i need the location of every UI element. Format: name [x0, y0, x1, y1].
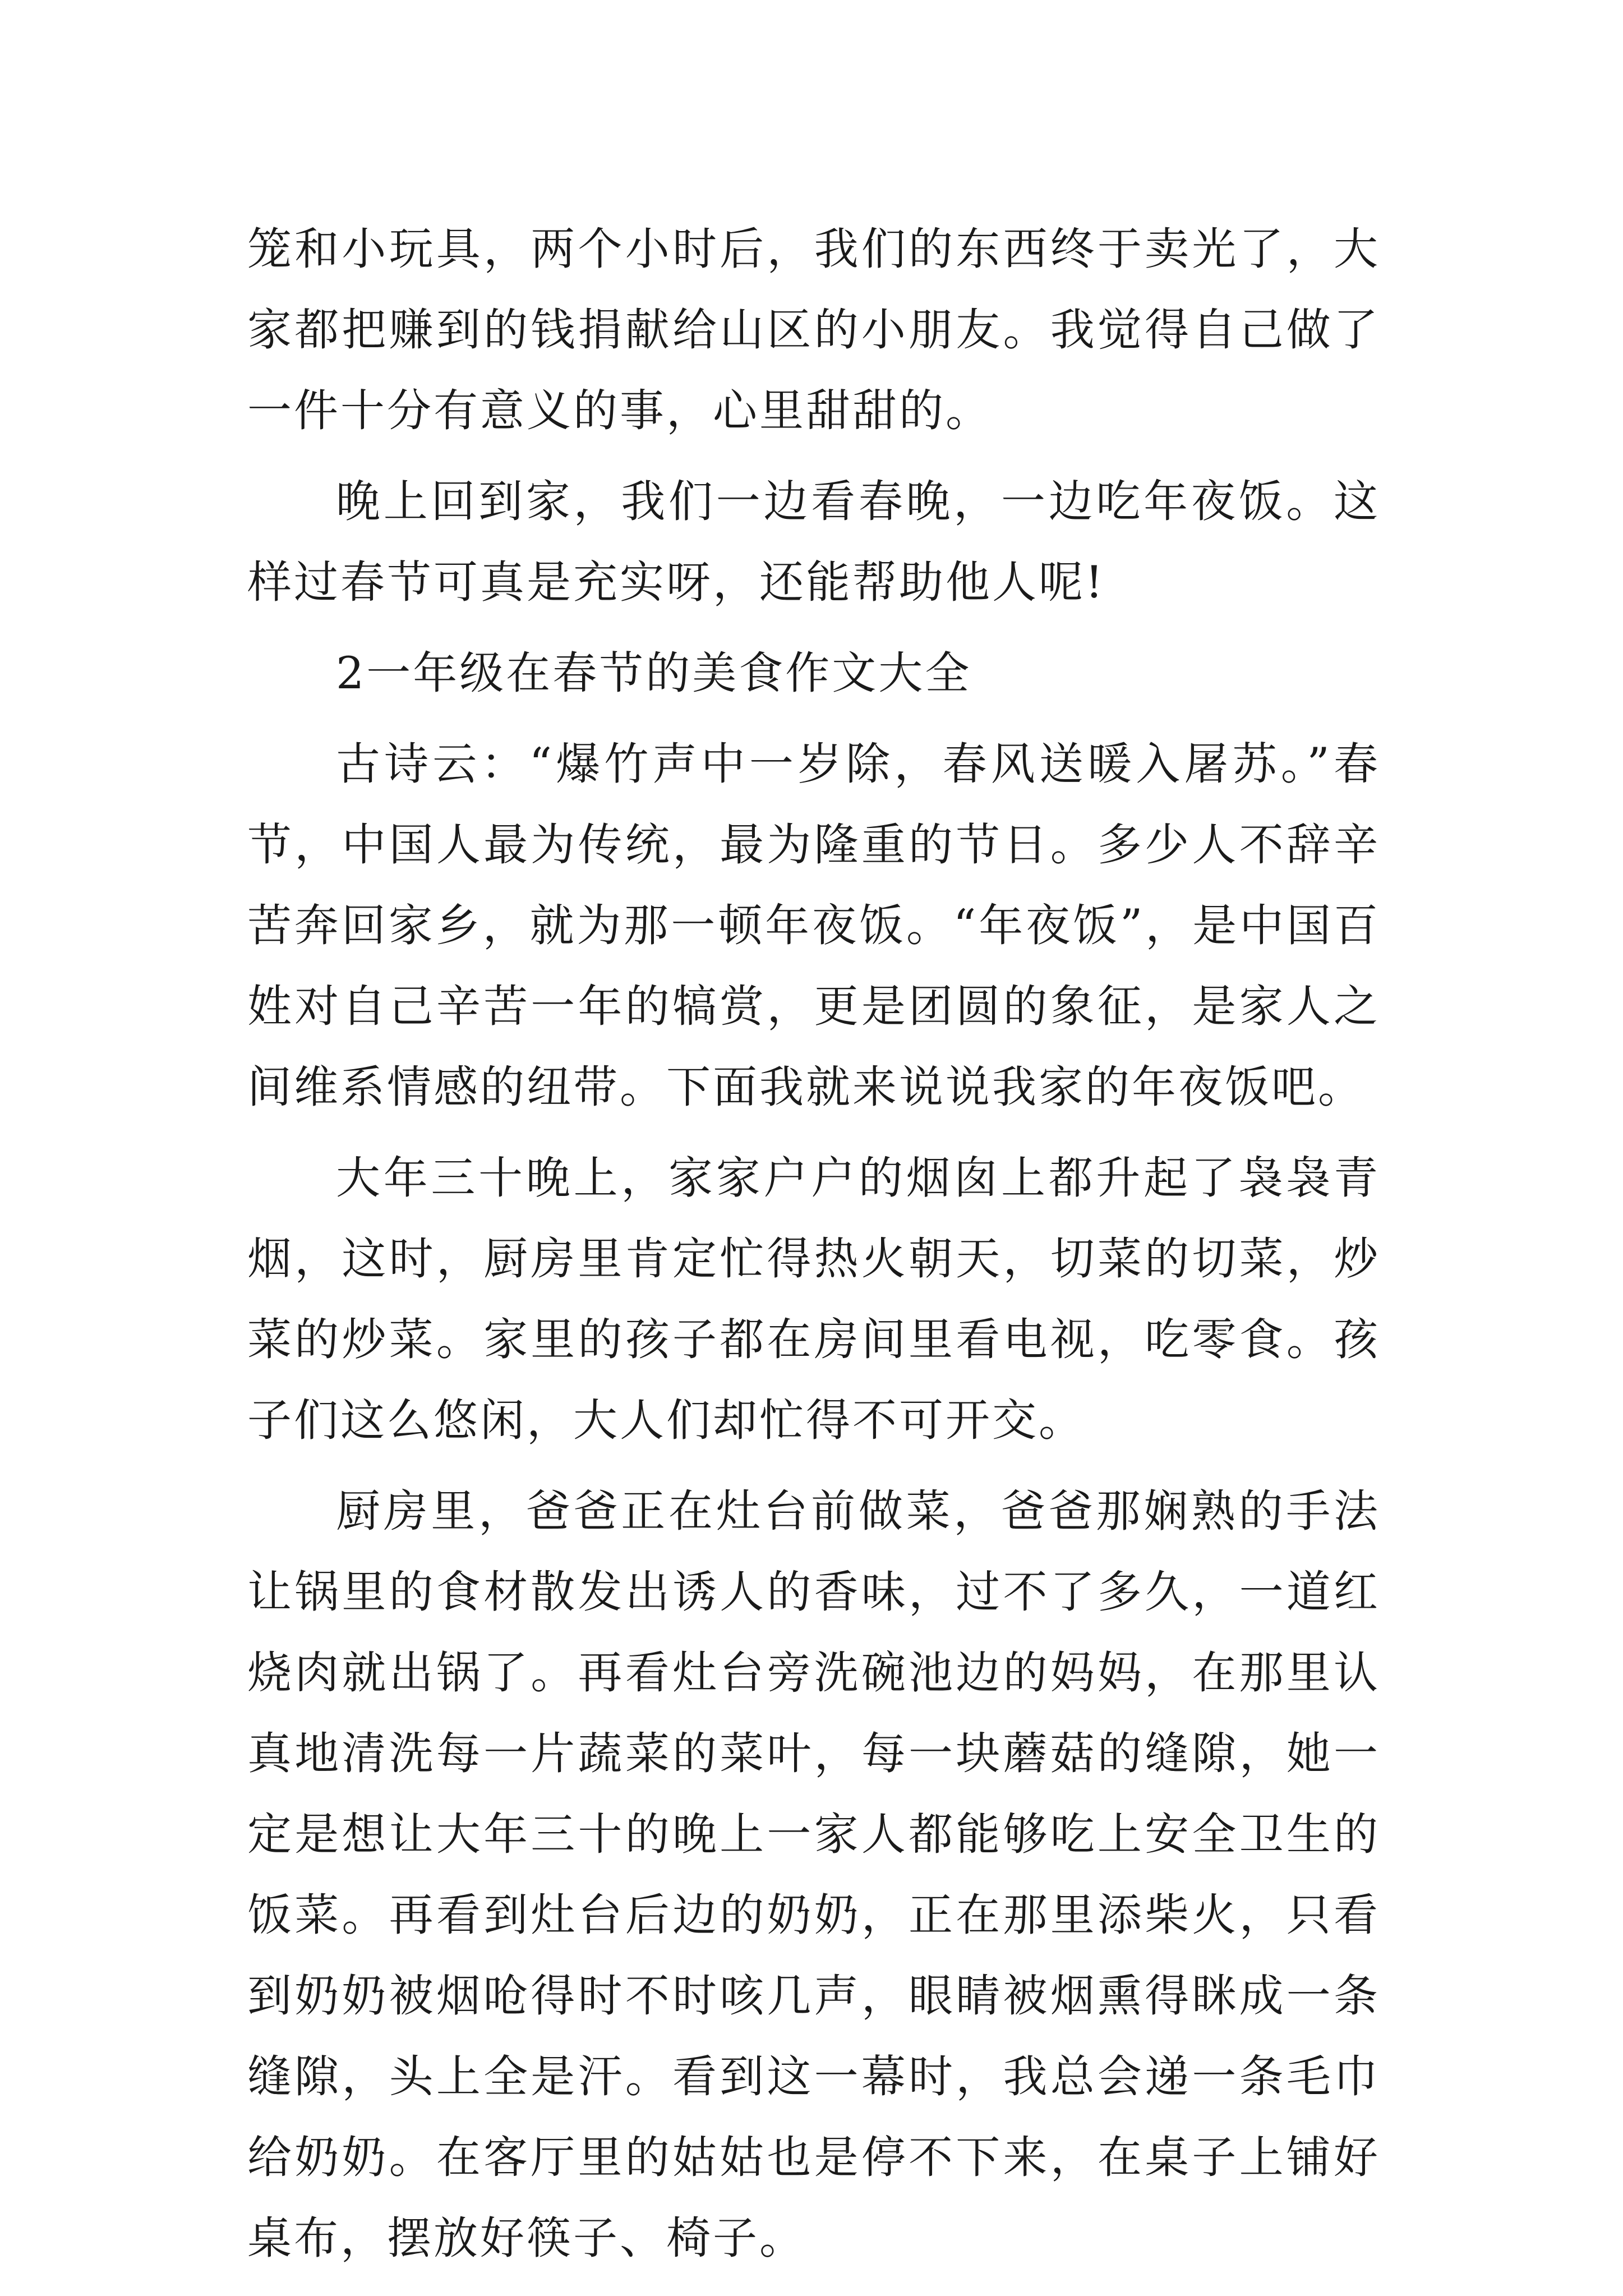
paragraph-3: 古诗云：“爆竹声中一岁除，春风送暖入屠苏。”春节，中国人最为传统，最为隆重的节日。多少人不辞辛苦奔回家乡，就为那一顿年夜饭。“年夜饭”，是中国百姓对自己辛苦一年的犒赏，更是团圆的象征，是家人之间维系情感的纽带。下面我就来说说我家的年夜饭吧。	[247, 738, 1380, 1113]
paragraph-5: 厨房里，爸爸正在灶台前做菜，爸爸那娴熟的手法让锅里的食材散发出诱人的香味，过不了多久，一道红烧肉就出锅了。再看灶台旁洗碗池边的妈妈，在那里认真地清洗每一片蔬菜的菜叶，每一块蘑菇的缝隙，她一定是想让大年三十的晚上一家人都能够吃上安全卫生的饭菜。再看到灶台后边的奶奶，正在那里添柴火，只看到奶奶被烟呛得时不时咳几声，眼睛被烟熏得眯成一条缝隙，头上全是汗。看到这一幕时，我总会递一条毛巾给奶奶。在客厅里的姑姑也是停不下来，在桌子上铺好桌布，摆放好筷子、椅子。	[247, 1485, 1380, 2264]
paragraph-2: 晚上回到家，我们一边看春晚，一边吃年夜饭。这样过春节可真是充实呀，还能帮助他人呢!	[247, 476, 1380, 608]
paragraph-1: 笼和小玩具，两个小时后，我们的东西终于卖光了，大家都把赚到的钱捐献给山区的小朋友。我觉得自己做了一件十分有意义的事，心里甜甜的。	[247, 223, 1380, 436]
document-body	[247, 209, 1380, 2289]
paragraph-4: 大年三十晚上，家家户户的烟囱上都升起了袅袅青烟，这时，厨房里肯定忙得热火朝天，切菜的切菜，炒菜的炒菜。家里的孩子都在房间里看电视，吃零食。孩子们这么悠闲，大人们却忙得不可开交。	[247, 1152, 1380, 1446]
section-heading: 2一年级在春节的美食作文大全	[336, 647, 972, 699]
